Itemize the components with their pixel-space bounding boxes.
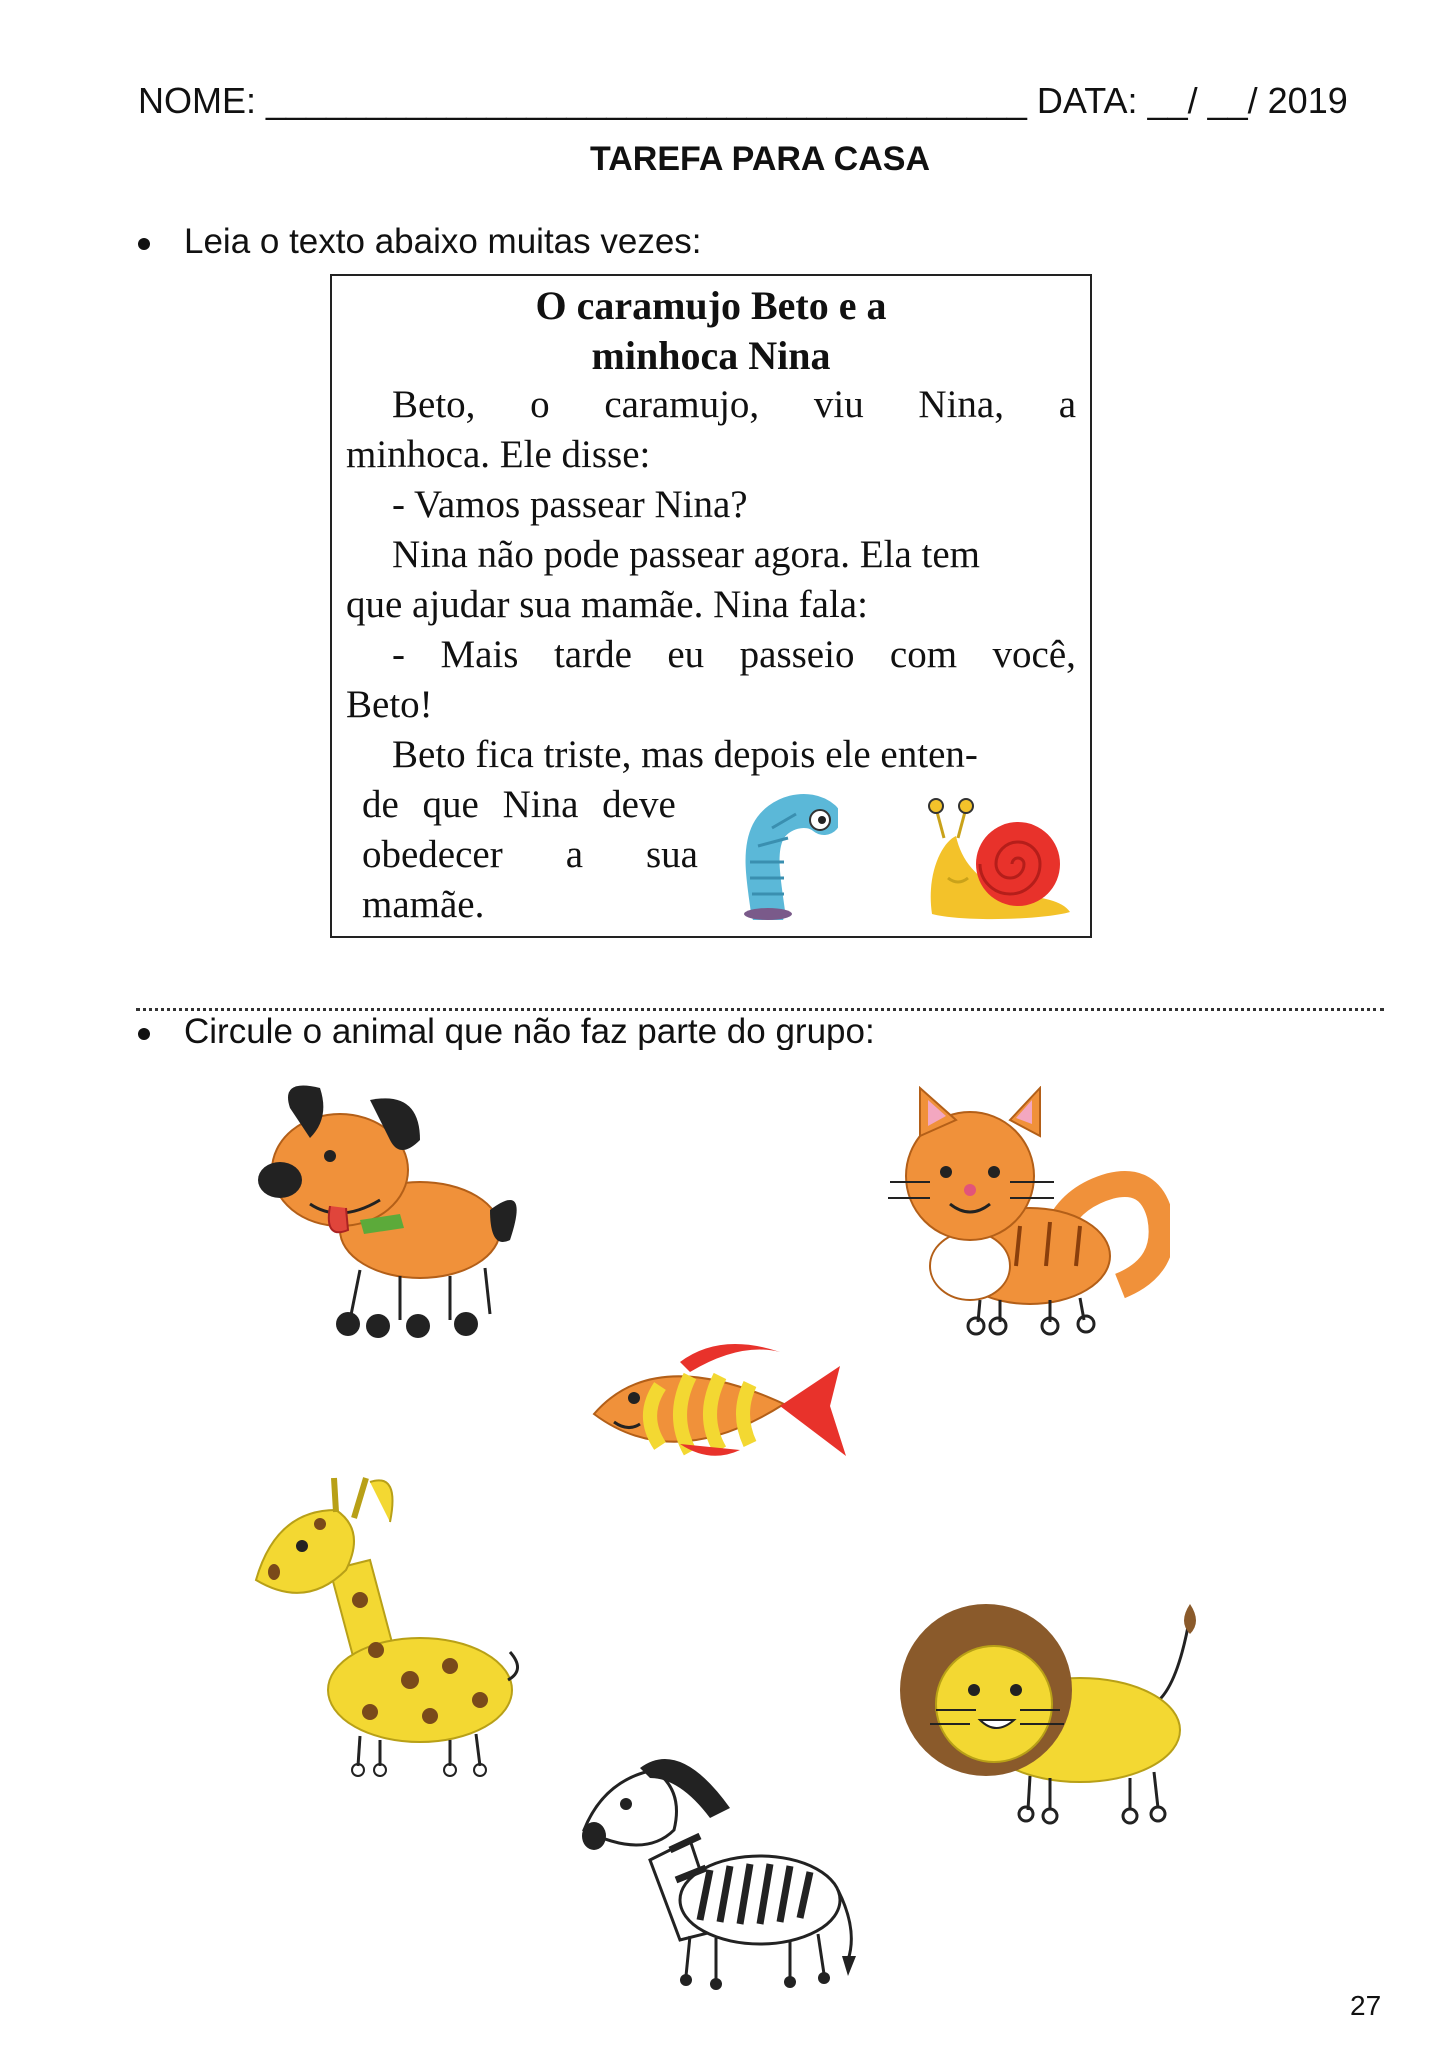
story-line-5: que ajudar sua mamãe. Nina fala:: [346, 583, 868, 626]
story-line-4: Nina não pode passear agora. Ela tem: [392, 533, 981, 576]
word: Nina,: [918, 383, 1004, 426]
story-line-9: de que Nina deve: [362, 783, 676, 826]
story-line-8: Beto fica triste, mas depois ele enten-: [392, 733, 978, 776]
word: Mais: [440, 633, 519, 676]
section-divider: [136, 1008, 1384, 1011]
lion-icon: [900, 1600, 1210, 1830]
word: obedecer: [362, 833, 503, 876]
word: você,: [992, 633, 1076, 676]
story-line-1: [392, 382, 1076, 427]
instruction-1: [138, 222, 702, 262]
page-title: TAREFA PARA CASA: [590, 140, 930, 178]
date-label: DATA:: [1036, 80, 1138, 121]
dog-icon: [250, 1080, 520, 1340]
name-blank: ______________________________________: [266, 80, 1027, 121]
header-line: [138, 80, 1358, 122]
word: sua: [645, 833, 698, 876]
snail-icon: [922, 794, 1074, 924]
word: viu: [813, 383, 864, 426]
word: o: [530, 383, 550, 426]
story-title-line1: O caramujo Beto e a: [535, 283, 887, 328]
word: com: [889, 633, 958, 676]
story-line-7: Beto!: [346, 683, 433, 726]
story-line-10: [362, 832, 698, 877]
instruction-2: [138, 1012, 875, 1050]
story-line-3: - Vamos passear Nina?: [392, 483, 748, 526]
story-line-11: mamãe.: [362, 883, 485, 926]
bullet-icon: [138, 1028, 150, 1040]
fish-icon: [590, 1336, 860, 1476]
word: caramujo,: [604, 383, 760, 426]
word: eu: [667, 633, 705, 676]
giraffe-icon: [250, 1460, 520, 1780]
worm-icon: [728, 792, 838, 920]
page-number: 27: [1350, 1990, 1382, 2021]
word: tarde: [553, 633, 632, 676]
word: passeio: [739, 633, 855, 676]
zebra-icon: [580, 1740, 870, 2000]
bullet-icon: [138, 238, 150, 250]
story-line-2: minhoca. Ele disse:: [346, 433, 651, 476]
word: a: [1058, 383, 1076, 426]
name-label: NOME:: [138, 80, 257, 121]
story-box: [330, 274, 1092, 938]
word: -: [392, 633, 405, 676]
instruction-2-text: Circule o animal que não faz parte do grupo:: [184, 1012, 875, 1050]
word: a: [565, 833, 584, 876]
word: Beto,: [392, 383, 476, 426]
date-blanks: __/ __/ 2019: [1147, 80, 1348, 121]
story-title-line2: minhoca Nina: [591, 333, 831, 378]
story-line-6: [392, 632, 1076, 677]
cat-icon: [880, 1086, 1170, 1336]
instruction-1-text: Leia o texto abaixo muitas vezes:: [184, 222, 702, 261]
